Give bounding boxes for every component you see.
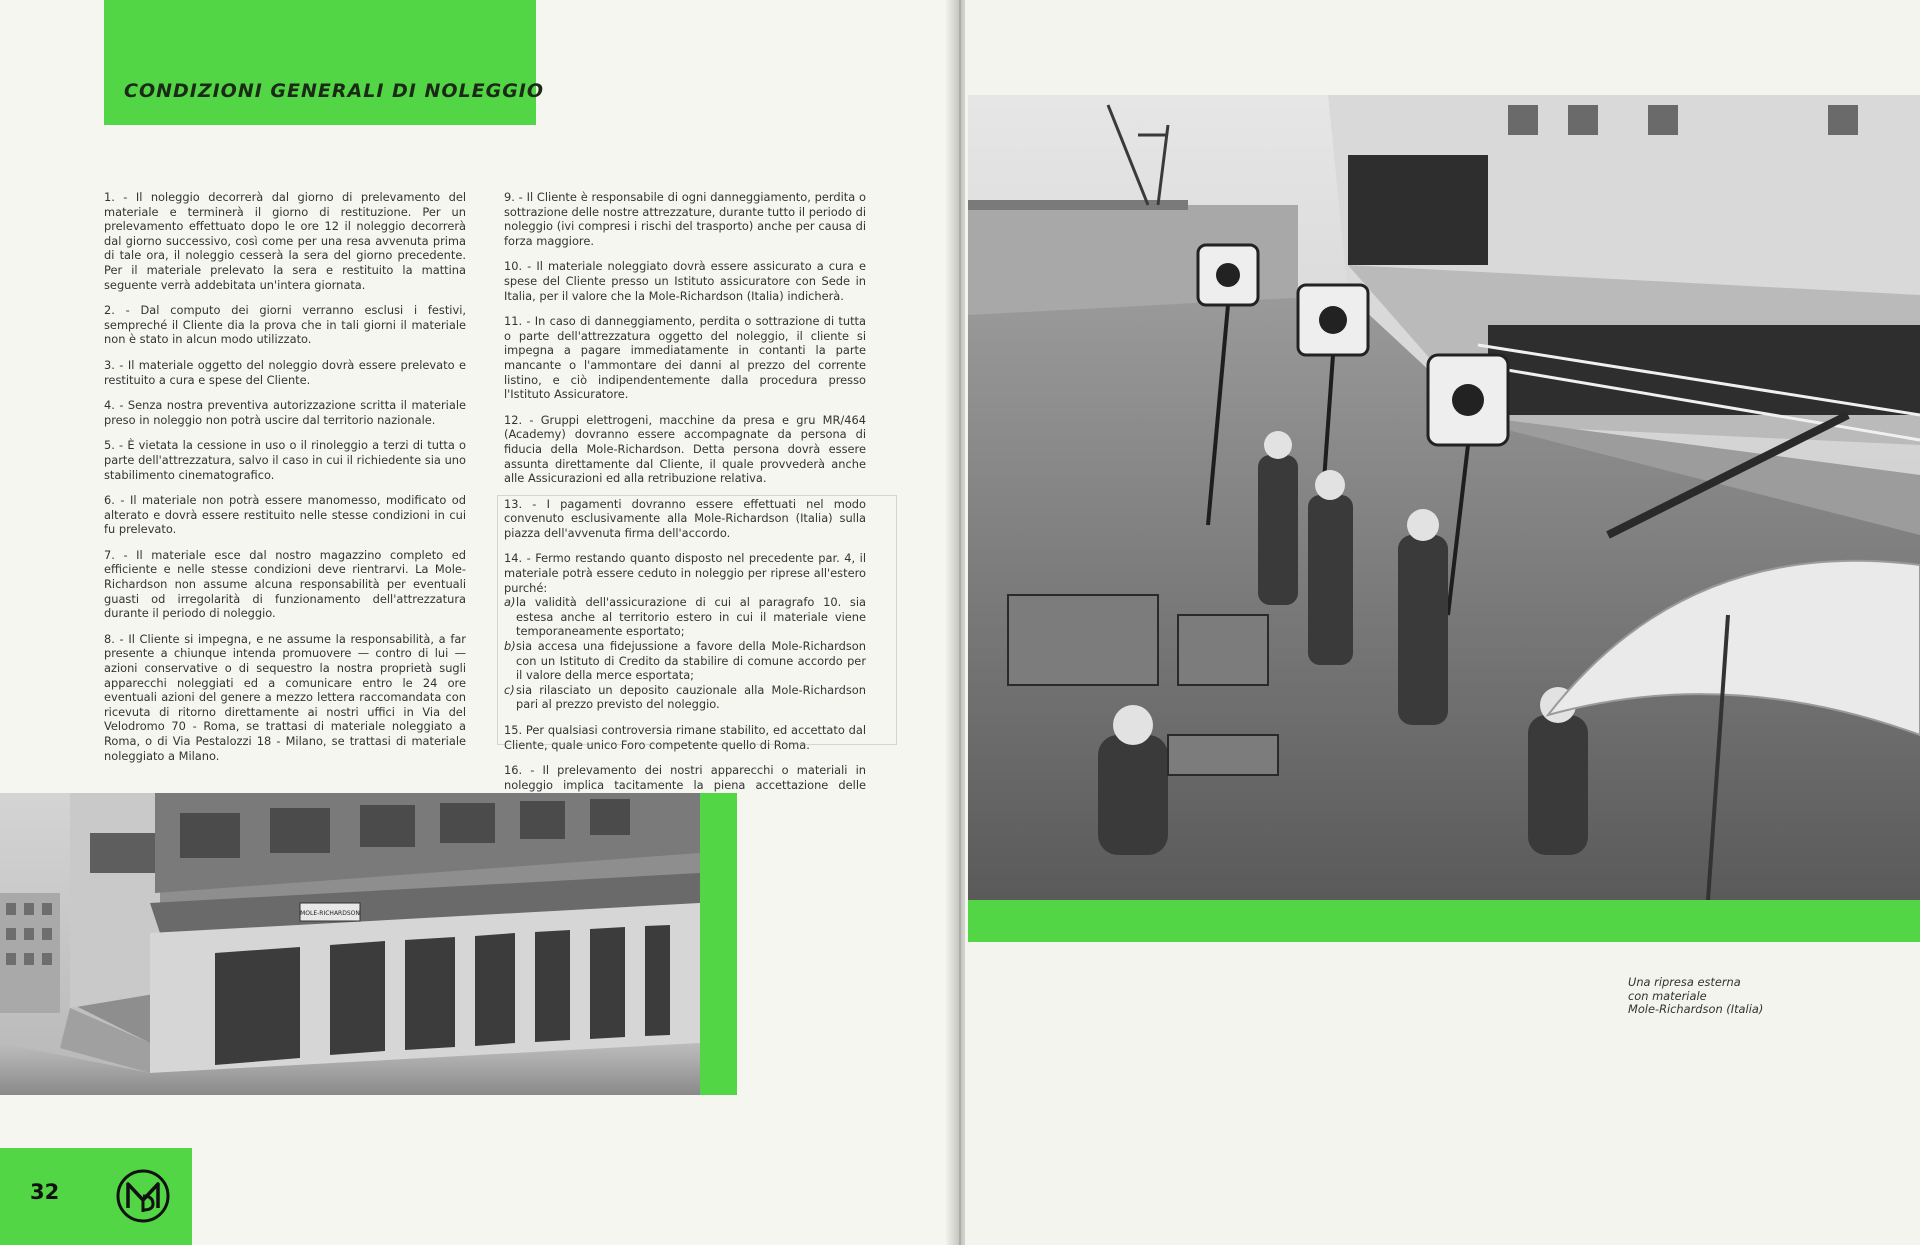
condition-paragraph: 4. - Senza nostra preventiva autorizzazione scritta il materiale preso in noleggio non potrà uscire dal territorio nazionale. — [104, 398, 466, 427]
caption-line: Una ripresa esterna — [1628, 975, 1741, 989]
list-marker: c) — [504, 682, 515, 697]
condition-paragraph: 8. - Il Cliente si impegna, e ne assume la responsabilità, a far presente a chiunque intenda promuovere — contro di lui — azioni conservative o di sequestro la nostra proprietà sugli apparecchi noleggiati ed a comunicare entro le 24 ore eventuali azioni del genere a mezzo lettera raccomandata con ricevuta di ritorno direttamente ai nostri uffici in Via del Velodromo 70 - Roma, se trattasi di materiale noleggiato a Roma, o di Via Pestalozzi 18 - Milano, se trattasi di materiale noleggiato a Milano. — [104, 631, 466, 763]
list-marker: b) — [504, 639, 516, 654]
list-item-text: sia accesa una fidejussione a favore della Mole-Richardson con un Istituto di Credito da stabilire di comune accordo per il valore della merce esportata; — [516, 639, 866, 683]
page-title: CONDIZIONI GENERALI DI NOLEGGIO — [124, 80, 545, 102]
port-scene-illustration — [968, 95, 1920, 900]
list-item-text: la validità dell'assicurazione di cui al paragrafo 10. sia estesa anche al territorio estero in cui il materiale viene temporaneamente esportato; — [516, 595, 866, 639]
condition-paragraph: 1. - Il noleggio decorrerà dal giorno di prelevamento del materiale e terminerà il giorno di restituzione. Per un prelevamento effettuato dopo le ore 12 il noleggio decorrerà dal giorno successivo, così come per una resa avvenuta prima di tale ora, il noleggio cesserà la sera del giorno precedente. Per il materiale prelevato la sera e restituito la mattina seguente verrà addebitata un'intera giornata. — [104, 190, 466, 292]
condition-paragraph: 9. - Il Cliente è responsabile di ogni danneggiamento, perdita o sottrazione delle nostre attrezzature, durante tutto il periodo di noleggio (ivi compresi i rischi del trasporto) anche per causa di forza maggiore. — [504, 190, 866, 248]
left-page — [0, 0, 955, 1245]
green-horizontal-band — [968, 900, 1920, 942]
conditions-column-left — [104, 190, 466, 774]
list-marker: a) — [504, 595, 516, 610]
archive-stamp-watermark — [497, 495, 897, 745]
condition-14-intro: 14. - Fermo restando quanto disposto nel precedente par. 4, il materiale potrà essere ceduto in noleggio per riprese all'estero purché: — [504, 551, 866, 595]
page-number: 32 — [30, 1180, 60, 1204]
condition-paragraph: 13. - I pagamenti dovranno essere effettuati nel modo convenuto esclusivamente alla Mole-Richardson (Italia) sulla piazza dell'avvenuta firma dell'accordo. — [504, 496, 866, 540]
condition-paragraph: 3. - Il materiale oggetto del noleggio dovrà essere prelevato e restituito a cura e spese del Cliente. — [104, 357, 466, 387]
condition-paragraph: 7. - Il materiale esce dal nostro magazzino completo ed efficiente e nelle stesse condizioni deve rientrarvi. La Mole-Richardson non assume alcuna responsabilità per eventuali guasti od irregolarità di funzionamento dell'attrezzatura durante il periodo di noleggio. — [104, 547, 466, 621]
condition-paragraph: 10. - Il materiale noleggiato dovrà essere assicurato a cura e spese del Cliente presso un Istituto assicuratore con Sede in Italia, per il valore che la Mole-Richardson (Italia) indicherà. — [504, 259, 866, 303]
mole-richardson-logo-icon — [115, 1168, 171, 1224]
green-vertical-bar — [700, 793, 737, 1095]
condition-paragraph: 12. - Gruppi elettrogeni, macchine da presa e gru MR/464 (Academy) dovranno essere accompagnate da persona di fiducia della Mole-Richardson. Detta persona dovrà essere assunta direttamente dal Cliente, il quale provvederà anche alle Assicurazioni ed alla retribuzione relativa. — [504, 412, 866, 486]
condition-paragraph: 15. Per qualsiasi controversia rimane stabilito, ed accettato dal Cliente, quale unico Foro competente quello di Roma. — [504, 723, 866, 752]
port-filming-photo — [968, 95, 1920, 900]
title-band — [104, 0, 545, 125]
condition-paragraph: 11. - In caso di danneggiamento, perdita o sottrazione di tutta o parte dell'attrezzatura oggetto del noleggio, il cliente si impegna a pagare immediatamente in contanti la parte mancante o l'ammontare dei danni al prezzo del corrente listino, e ciò indipendentemente dalla procedura presso l'Istituto Assicuratore. — [504, 314, 866, 402]
condition-paragraph: 5. - È vietata la cessione in uso o il rinoleggio a terzi di tutta o parte dell'attrezzatura, salvo il caso in cui il richiedente sia uno stabilimento cinematografico. — [104, 438, 466, 482]
photo-caption — [1628, 976, 1763, 1017]
condition-paragraph: 16. - Il prelevamento dei nostri apparecchi o materiali in noleggio implica tacitamente la piena accettazione delle — [504, 763, 866, 792]
building-sign: MOLE-RICHARDSON — [300, 910, 360, 917]
caption-line: con materiale — [1628, 988, 1707, 1003]
list-item-text: sia rilasciato un deposito cauzionale alla Mole-Richardson pari al prezzo previsto del noleggio. — [516, 682, 866, 712]
building-photo — [0, 793, 700, 1095]
caption-line: Mole-Richardson (Italia) — [1628, 1002, 1764, 1016]
building-illustration — [0, 793, 700, 1095]
condition-paragraph: 6. - Il materiale non potrà essere manomesso, modificato od alterato e dovrà essere restituito nelle stesse condizioni in cui fu prelevato. — [104, 493, 466, 537]
condition-paragraph: 2. - Dal computo dei giorni verranno esclusi i festivi, sempreché il Cliente dia la prova che in tali giorni il materiale non è stato in alcun modo utilizzato. — [104, 303, 466, 347]
